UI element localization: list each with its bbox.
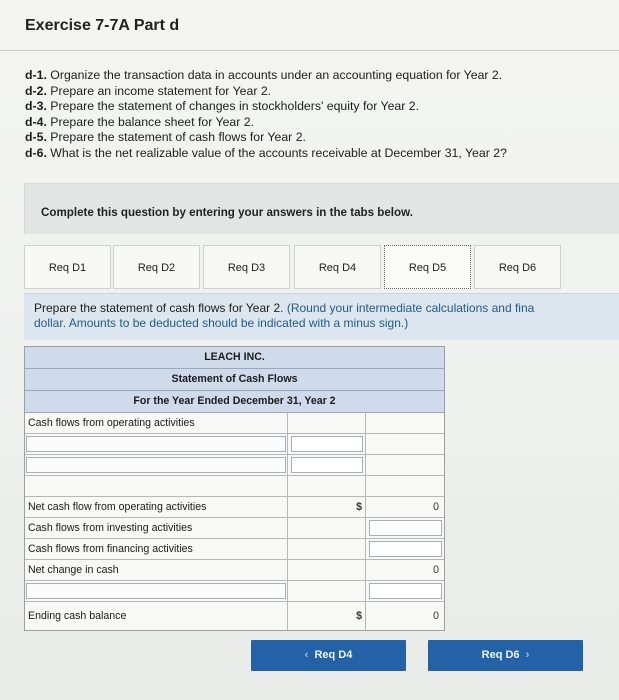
instructions [25, 68, 615, 162]
next-req-button[interactable]: Req D6 › [428, 640, 583, 671]
instruction-item: d-4. Prepare the balance sheet for Year 2. [25, 114, 255, 129]
net-operating-label: Net cash flow from operating activities [28, 501, 207, 513]
dollar-sign: $ [356, 610, 362, 622]
net-operating-value: 0 [433, 501, 439, 513]
ending-cash-value: 0 [433, 610, 439, 622]
panel-text: Complete this question by entering your answers in the tabs below. [41, 206, 413, 219]
table-row [25, 560, 444, 581]
operating-header: Cash flows from operating activities [28, 417, 195, 429]
table-row [25, 539, 444, 560]
cell [365, 518, 445, 538]
instruction-item: d-2. Prepare an income statement for Year 2. [25, 83, 272, 98]
cell [287, 497, 366, 517]
cell [287, 518, 366, 538]
table-row [25, 455, 444, 476]
amount-input[interactable] [291, 436, 363, 452]
cell [287, 581, 366, 601]
chevron-left-icon: ‹ [304, 649, 309, 661]
chevron-right-icon: › [525, 649, 530, 661]
cell [287, 413, 366, 433]
cell [365, 434, 445, 454]
tab-req-d4[interactable]: Req D4 [294, 245, 381, 289]
cash-item-input[interactable] [26, 583, 286, 599]
operating-item-input[interactable] [26, 457, 286, 473]
cell [287, 476, 366, 496]
net-change-value: 0 [433, 564, 439, 576]
instruction-item: d-5. Prepare the statement of cash flows for Year 2. [25, 130, 306, 145]
question-prompt [24, 293, 619, 340]
table-row [25, 476, 444, 497]
dollar-sign: $ [356, 501, 362, 513]
prompt-text: Prepare the statement of cash flows for Year 2. (Round your intermediate calculations and fina dollar. Amounts to be deducted should be indicated with a minus sign.) [34, 301, 535, 330]
amount-input[interactable] [291, 457, 363, 473]
company-name: LEACH INC. [25, 347, 444, 369]
cell [365, 581, 445, 601]
cell [365, 497, 445, 517]
statement-name: Statement of Cash Flows [25, 369, 444, 391]
cell [287, 602, 366, 630]
cell [287, 539, 366, 559]
cell [365, 539, 445, 559]
table-row [25, 581, 444, 602]
instruction-item: d-1. Organize the transaction data in accounts under an accounting equation for Year 2. [25, 68, 503, 82]
cell [287, 455, 366, 475]
tab-bar [24, 245, 619, 291]
financing-input[interactable] [369, 541, 442, 557]
table-row [25, 434, 444, 455]
instruction-item: d-3. Prepare the statement of changes in stockholders' equity for Year 2. [25, 99, 420, 114]
tab-req-d3[interactable]: Req D3 [203, 245, 290, 289]
instruction-item: d-6. What is the net realizable value of the accounts receivable at December 31, Year 2? [25, 145, 507, 160]
tab-req-d2[interactable]: Req D2 [113, 245, 200, 289]
cash-flow-statement [24, 346, 445, 631]
instruction-panel [24, 183, 619, 234]
cell [365, 455, 445, 475]
prev-req-button[interactable]: ‹ Req D4 [251, 640, 406, 671]
cell [365, 413, 445, 433]
table-row [25, 497, 444, 518]
investing-input[interactable] [369, 520, 442, 536]
operating-item-input[interactable] [26, 436, 286, 452]
cell [287, 560, 366, 580]
cell [365, 602, 445, 630]
page-title: Exercise 7-7A Part d [25, 17, 180, 34]
amount-input[interactable] [369, 583, 442, 599]
net-change-label: Net change in cash [28, 564, 119, 576]
cell [365, 476, 445, 496]
financing-label: Cash flows from financing activities [28, 543, 193, 555]
table-row [25, 518, 444, 539]
divider [0, 50, 619, 51]
tab-req-d1[interactable]: Req D1 [24, 245, 111, 289]
tab-req-d6[interactable]: Req D6 [474, 245, 561, 289]
cell [365, 560, 445, 580]
statement-period: For the Year Ended December 31, Year 2 [25, 391, 444, 413]
investing-label: Cash flows from investing activities [28, 522, 193, 534]
cell [287, 434, 366, 454]
table-row [25, 602, 444, 630]
tab-req-d5[interactable]: Req D5 [384, 245, 471, 289]
table-row [25, 413, 444, 434]
ending-cash-label: Ending cash balance [28, 610, 127, 622]
